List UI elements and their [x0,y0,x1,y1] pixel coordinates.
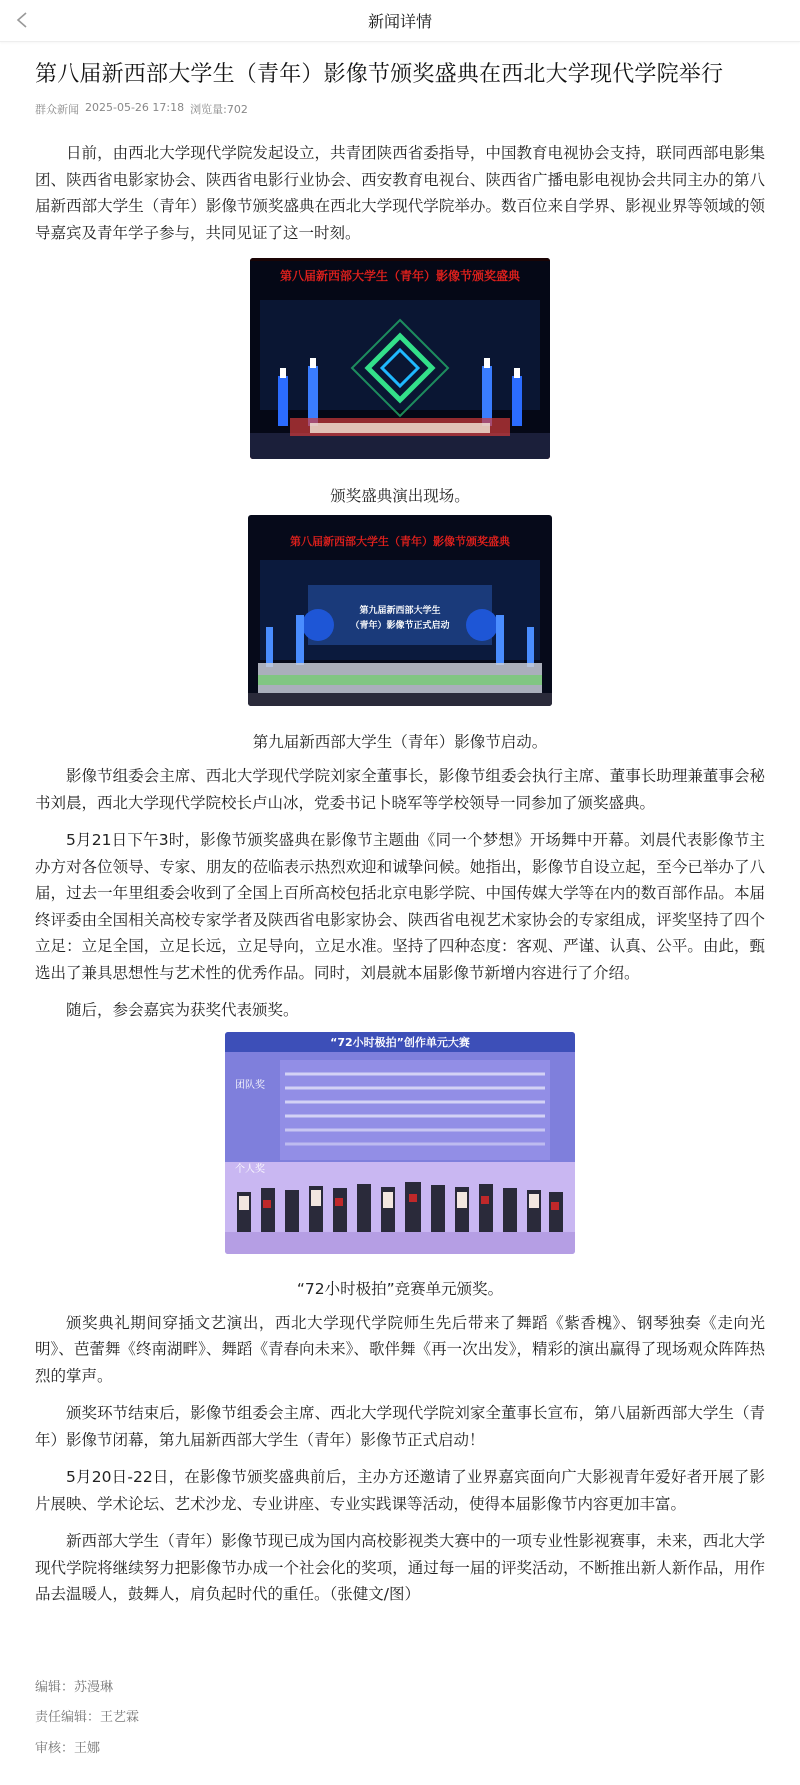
paragraph-closing: 颁奖环节结束后，影像节组委会主席、西北大学现代学院刘家全董事长宣布，第八届新西部大学生（青年）影像节闭幕，第九届新西部大学生（青年）影像节正式启动！ [35,1404,765,1449]
reviewer-credit: 审核：王娜 [35,1740,101,1756]
top-nav-bar [0,0,800,42]
stage-screen-text-2: （青年）影像节正式启动 [350,621,450,631]
award-screen-title: “72小时极拍”创作单元大赛 [330,1035,470,1049]
screen-banner-text: 第八届新西部大学生（青年）影像节颁奖盛典 [279,269,521,283]
article-footer [35,1678,765,1770]
figure-3 [35,1032,765,1258]
article-source: 群众新闻 [35,103,79,116]
article-meta [35,101,765,117]
back-button[interactable] [8,6,36,34]
figure-3-caption: “72小时极拍”竞赛单元颁奖。 [296,1279,504,1298]
responsible-editor-credit: 责任编辑：王艺霖 [35,1710,140,1725]
photo-72-hour-awards[interactable] [225,1032,575,1254]
article-views: 浏览量:702 [190,103,248,116]
award-label-team: 团队奖 [235,1079,265,1091]
paragraph-awards: 随后，参会嘉宾为获奖代表颁奖。 [66,1001,299,1019]
award-label-individual: 个人奖 [235,1163,265,1175]
paragraph-leaders: 影像节组委会主席、西北大学现代学院刘家全董事长，影像节组委会执行主席、董事长助理兼董事会秘书刘晨，西北大学现代学院校长卢山冰，党委书记卜晓军等学校领导一同参加了颁奖盛典。 [35,767,765,812]
page-title: 新闻详情 [367,12,432,31]
photo-performance-stage[interactable] [250,258,550,459]
editor-credit: 编辑：苏漫琳 [35,1679,114,1695]
paragraph-ceremony: 5月21日下午3时，影像节颁奖盛典在影像节主题曲《同一个梦想》开场舞中开幕。刘晨代表影像节主办方对各位领导、专家、朋友的莅临表示热烈欢迎和诚挚问候。她指出，影像节自设立起，至今已举办了八届，过去一年里组委会收到了全国上百所高校包括北京电影学院、中国传媒大学等在内的数百部作品。本届终评委由全国相关高校专家学者及陕西省电影家协会、陕西省电视艺术家协会的专家组成，评奖坚持了四个立足：立足全国，立足长远，立足导向，立足水准。坚持了四种态度：客观、严谨、认真、公平。由此，甄选出了兼具思想性与艺术性的优秀作品。同时，刘晨就本届影像节新增内容进行了介绍。 [35,831,765,982]
paragraph-performances: 颁奖典礼期间穿插文艺演出，西北大学现代学院师生先后带来了舞蹈《紫香槐》、钢琴独奏《走向光明》、芭蕾舞《终南湖畔》、舞蹈《青春向未来》、歌伴舞《再一次出发》，精彩的演出赢得了现场观众阵阵热烈的掌声。 [35,1313,765,1385]
chevron-left-icon [15,11,29,29]
photo-festival-launch[interactable] [248,515,552,706]
screen-banner-text-2: 第八届新西部大学生（青年）影像节颁奖盛典 [290,535,510,548]
figure-2-caption: 第九届新西部大学生（青年）影像节启动。 [252,733,548,751]
article-datetime: 2025-05-26 17:18 [85,101,185,114]
figure-2 [35,515,765,710]
article-content [0,59,800,1769]
paragraph-outlook: 新西部大学生（青年）影像节现已成为国内高校影视类大赛中的一项专业性影视赛事，未来，西北大学现代学院将继续努力把影像节办成一个社会化的奖项，通过每一届的评奖活动，不断推出新人新作品，用作品去温暖人，鼓舞人，肩负起时代的重任。（张健文/图） [35,1532,765,1603]
article-title: 第八届新西部大学生（青年）影像节颁奖盛典在西北大学现代学院举行 [35,62,724,87]
figure-1 [35,258,765,463]
paragraph-intro: 日前，由西北大学现代学院发起设立，共青团陕西省委指导，中国教育电视协会支持，联同西部电影集团、陕西省电影家协会、陕西省电影行业协会、西安教育电视台、陕西省广播电影电视协会共同主办的第八届新西部大学生（青年）影像节颁奖盛典在西北大学现代学院举办。数百位来自学界、影视业界等领域的领导嘉宾及青年学子参与，共同见证了这一时刻。 [35,144,765,242]
stage-screen-text-1: 第九届新西部大学生 [359,606,441,616]
paragraph-activities: 5月20日-22日，在影像节颁奖盛典前后，主办方还邀请了业界嘉宾面向广大影视青年爱好者开展了影片展映、学术论坛、艺术沙龙、专业讲座、专业实践课等活动，使得本届影像节内容更加丰富。 [35,1468,765,1513]
figure-1-caption: 颁奖盛典演出现场。 [330,487,470,505]
